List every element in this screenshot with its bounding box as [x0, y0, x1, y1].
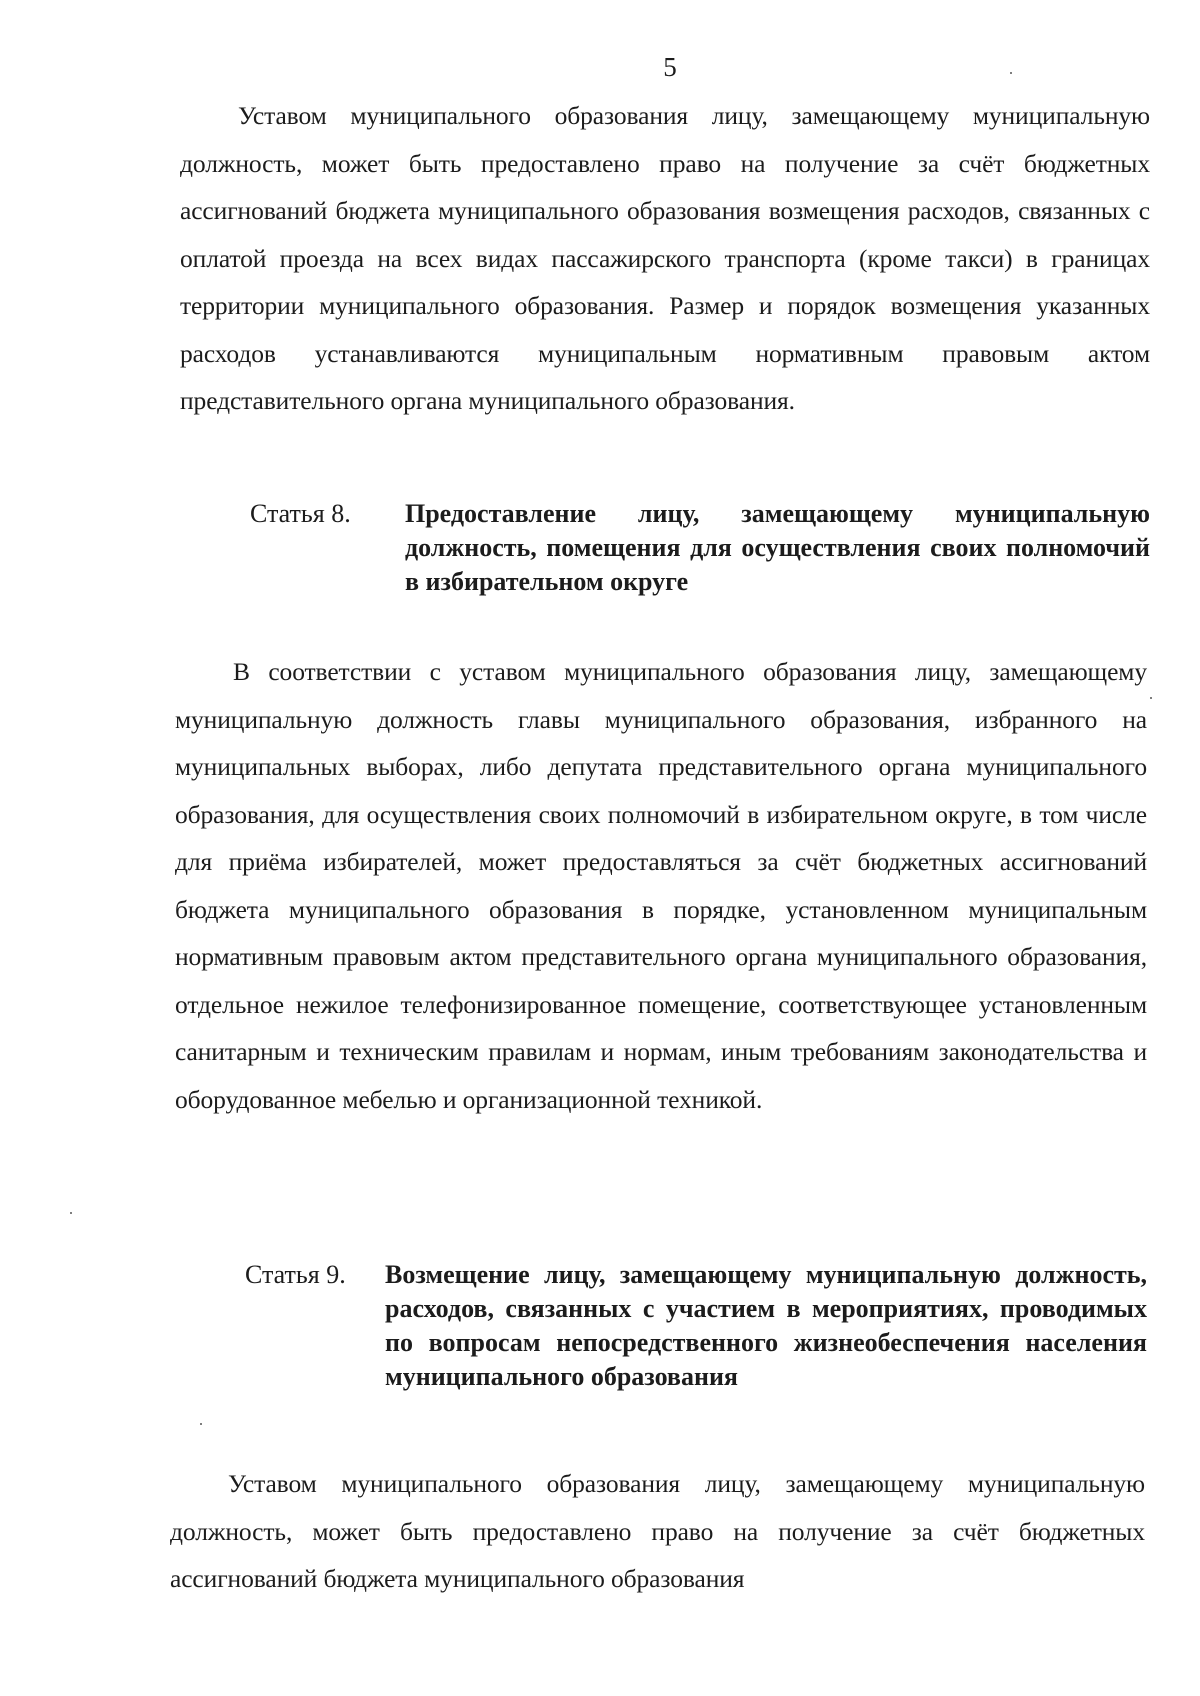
- paragraph-article-7-end: [180, 92, 1150, 425]
- article-title: Возмещение лицу, замещающему муниципальную должность, расходов, связанных с участием в мероприятиях, проводимых по вопросам непосредственного жизнеобеспечения населения муниципального образования: [385, 1260, 1147, 1391]
- scan-speck: [70, 1212, 72, 1214]
- page-number: 5: [663, 52, 677, 82]
- article-9-heading: [245, 1258, 1147, 1394]
- paragraph-article-8-body: [175, 648, 1147, 1123]
- scan-speck: [1010, 72, 1012, 74]
- scan-speck: [1150, 697, 1152, 699]
- article-8-heading: [250, 497, 1150, 599]
- paragraph-text: Уставом муниципального образования лицу, замещающему муниципальную должность, может быть предоставлено право на получение за счёт бюджетных ассигнований бюджета муниципального образования: [170, 1469, 1145, 1593]
- article-label: Статья 9.: [245, 1260, 346, 1289]
- paragraph-text: Уставом муниципального образования лицу, замещающему муниципальную должность, может быть предоставлено право на получение за счёт бюджетных ассигнований бюджета муниципального образования возмещения расходов, связанных с оплатой проезда на всех видах пассажирского транспорта (кроме такси) в границах территории муниципального образования. Размер и порядок возмещения указанных расходов устанавливаются муниципальным нормативным правовым актом представительного органа муниципального образования.: [180, 101, 1150, 415]
- article-label: Статья 8.: [250, 499, 351, 528]
- paragraph-article-9-body: [170, 1460, 1145, 1603]
- paragraph-text: В соответствии с уставом муниципального образования лицу, замещающему муниципальную должность главы муниципального образования, избранного на муниципальных выборах, либо депутата представительного органа муниципального образования, для осуществления своих полномочий в избирательном округе, в том числе для приёма избирателей, может предоставляться за счёт бюджетных ассигнований бюджета муниципального образования в порядке, установленном муниципальным нормативным правовым актом представительного органа муниципального образования, отдельное нежилое телефонизированное помещение, соответствующее установленным санитарным и техническим правилам и нормам, иным требованиям законодательства и оборудованное мебелью и организационной техникой.: [175, 657, 1147, 1114]
- scan-speck: [200, 1423, 202, 1425]
- article-title: Предоставление лицу, замещающему муниципальную должность, помещения для осуществления своих полномочий в избирательном округе: [405, 499, 1150, 596]
